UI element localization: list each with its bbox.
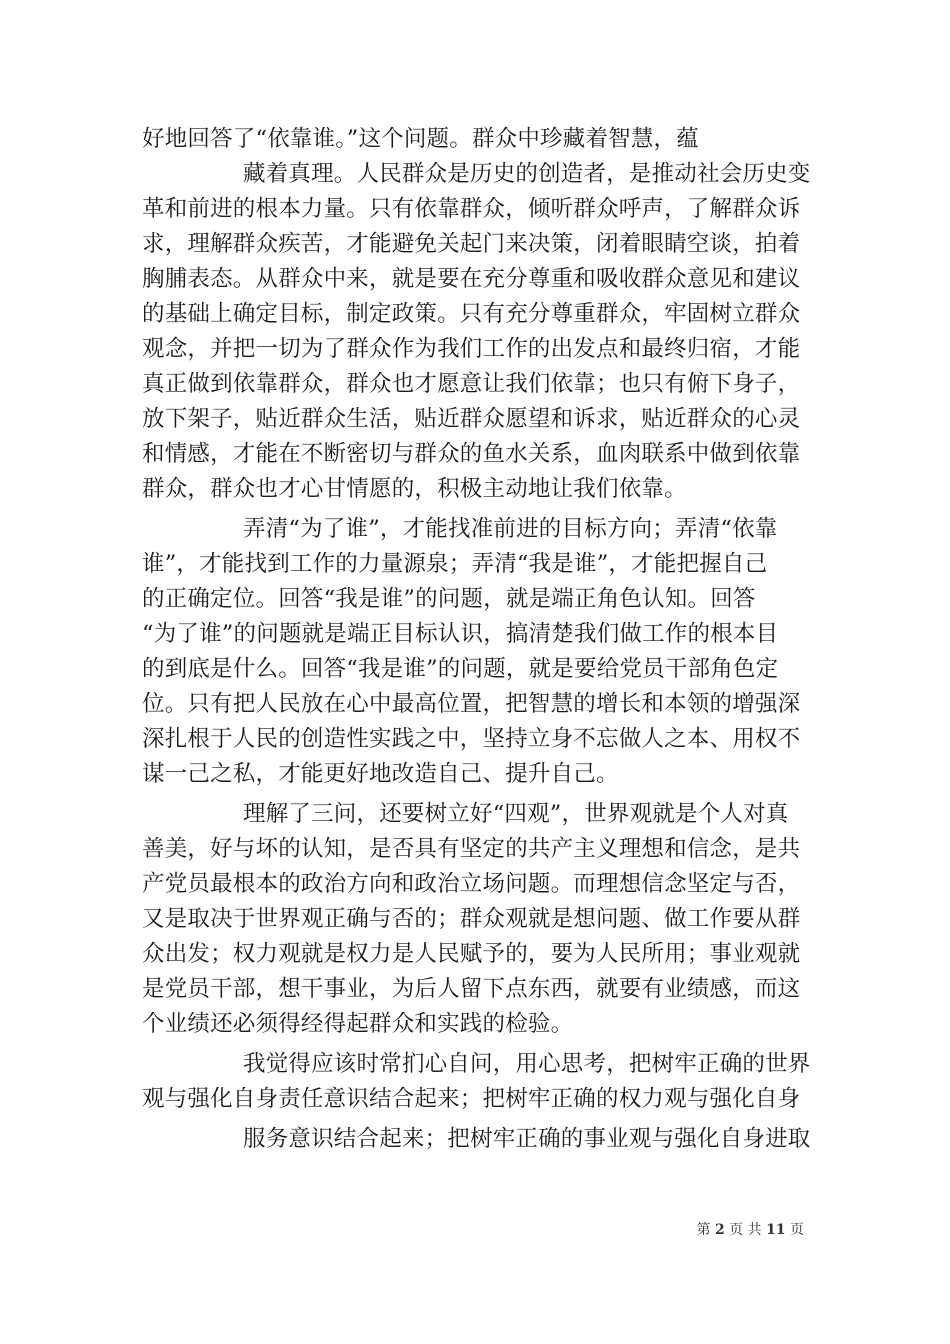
current-page-number: 2 <box>714 1222 725 1238</box>
text-line: 又是取决于世界观正确与否的；群众观就是想问题、做工作要从群 <box>142 906 801 932</box>
text-line: 深扎根于人民的创造性实践之中，坚持立身不忘做人之本、用权不 <box>142 726 801 752</box>
footer-middle: 页 共 <box>729 1222 762 1238</box>
text-line: 观念，并把一切为了群众作为我们工作的出发点和最终归宿，才能 <box>142 336 801 362</box>
text-line: 观与强化自身责任意识结合起来；把树牢正确的权力观与强化自身 <box>142 1086 801 1112</box>
text-line: 是党员干部，想干事业，为后人留下点东西，就要有业绩感，而这 <box>142 976 801 1002</box>
text-line: 弄清“为了谁”，才能找准前进的目标方向；弄清“依靠 <box>243 516 778 542</box>
text-line: 求，理解群众疾苦，才能避免关起门来决策，闭着眼睛空谈，拍着 <box>142 231 801 257</box>
text-line: 我觉得应该时常扪心自问，用心思考，把树牢正确的世界 <box>243 1051 811 1077</box>
text-line: 产党员最根本的政治方向和政治立场问题。而理想信念坚定与否， <box>142 871 801 897</box>
text-line: 位。只有把人民放在心中最高位置，把智慧的增长和本领的增强深 <box>142 691 801 717</box>
footer-prefix: 第 <box>696 1222 711 1238</box>
text-line: 谋一己之私，才能更好地改造自己、提升自己。 <box>142 761 619 787</box>
text-line: 的基础上确定目标，制定政策。只有充分尊重群众，牢固树立群众 <box>142 301 801 327</box>
footer-suffix: 页 <box>790 1222 804 1238</box>
text-line: 放下架子，贴近群众生活，贴近群众愿望和诉求，贴近群众的心灵 <box>142 406 801 432</box>
text-line: 藏着真理。人民群众是历史的创造者，是推动社会历史变 <box>243 161 811 187</box>
text-line: 群众，群众也才心甘情愿的，积极主动地让我们依靠。 <box>142 476 687 502</box>
total-page-number: 11 <box>766 1222 786 1238</box>
text-line: 胸脯表态。从群众中来，就是要在充分尊重和吸收群众意见和建议 <box>142 266 801 292</box>
text-line: 的正确定位。回答“我是谁”的问题，就是端正角色认知。回答 <box>142 586 756 612</box>
text-line: 好地回答了“依靠谁。”这个问题。群众中珍藏着智慧，蕴 <box>142 126 699 152</box>
text-line: 个业绩还必须得经得起群众和实践的检验。 <box>142 1011 574 1037</box>
text-line: 善美，好与坏的认知，是否具有坚定的共产主义理想和信念，是共 <box>142 836 801 862</box>
text-line: 革和前进的根本力量。只有依靠群众，倾听群众呼声，了解群众诉 <box>142 196 801 222</box>
text-line: “为了谁”的问题就是端正目标认识，搞清楚我们做工作的根本目 <box>142 621 779 647</box>
text-line: 众出发；权力观就是权力是人民赋予的，要为人民所用；事业观就 <box>142 941 801 967</box>
text-line: 服务意识结合起来；把树牢正确的事业观与强化自身进取 <box>243 1126 811 1152</box>
text-line: 谁”，才能找到工作的力量源泉；弄清“我是谁”，才能把握自己 <box>142 551 768 577</box>
text-line: 和情感，才能在不断密切与群众的鱼水关系，血肉联系中做到依靠 <box>142 441 801 467</box>
text-line: 真正做到依靠群众，群众也才愿意让我们依靠；也只有俯下身子， <box>142 371 801 397</box>
text-line: 的到底是什么。回答“我是谁”的问题，就是要给党员干部角色定 <box>142 656 779 682</box>
text-line: 理解了三问，还要树立好“四观”，世界观就是个人对真 <box>243 801 789 827</box>
page-number-footer <box>697 1219 805 1239</box>
